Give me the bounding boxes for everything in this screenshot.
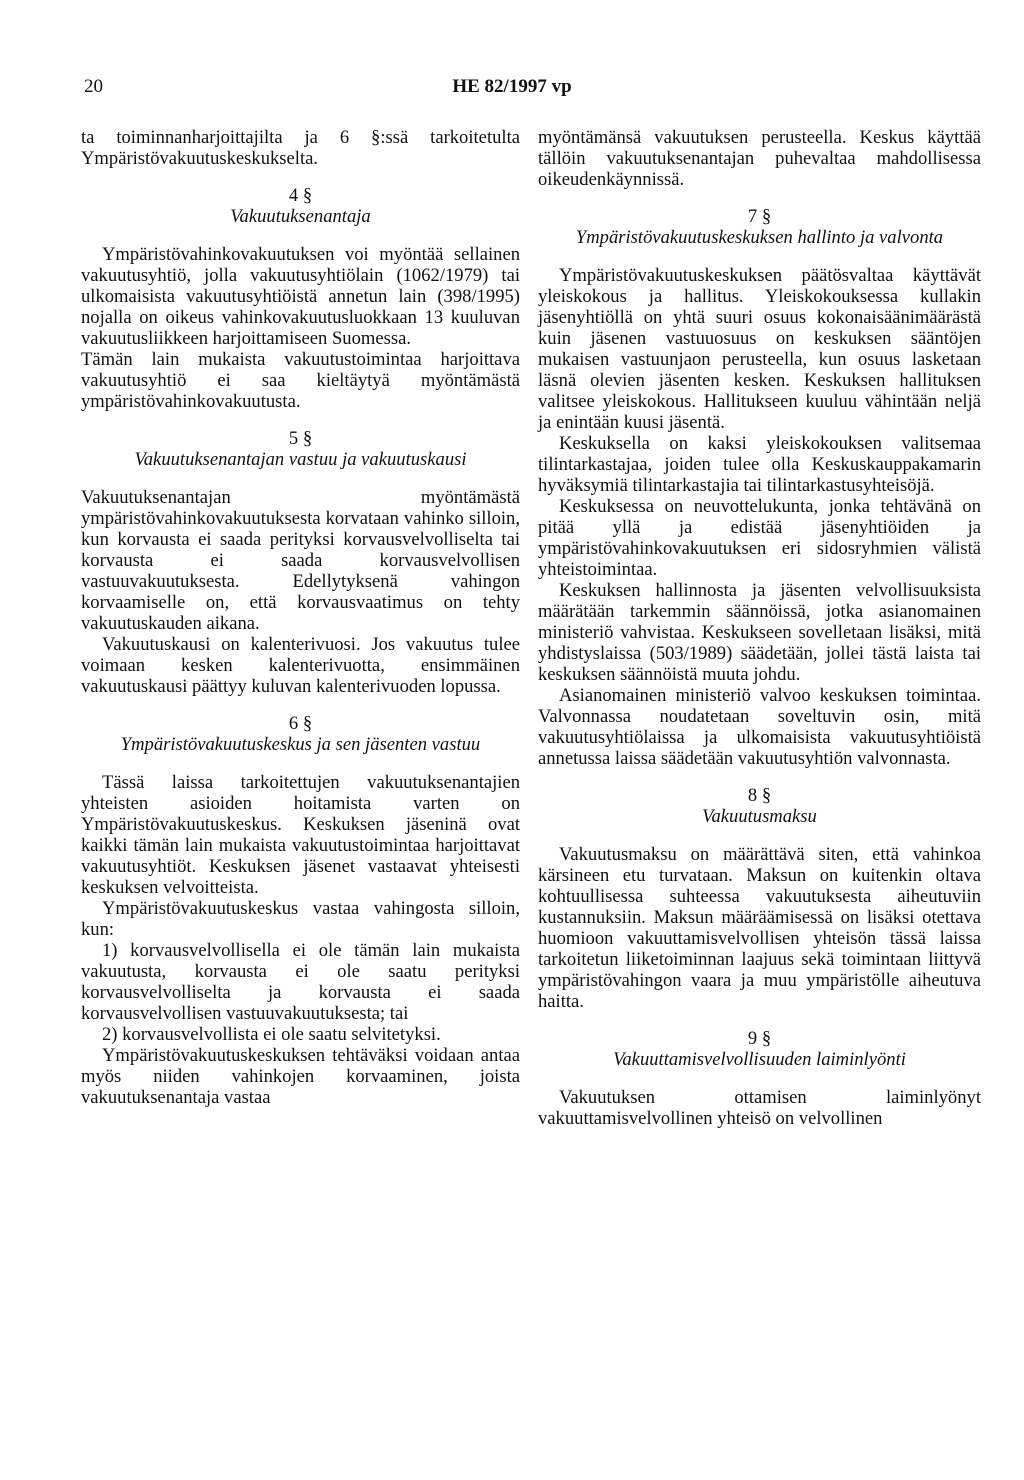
section-title: Vakuuttamisvelvollisuuden laiminlyönti — [613, 1049, 906, 1070]
paragraph: Keskuksella on kaksi yleiskokouksen valitsemaa tilintarkastajaa, joiden tulee olla Keskuskauppakamarin hyväksymiä tilintarkastajia tai tilintarkastusyhteisöjä. — [538, 433, 981, 496]
section-7 — [538, 206, 981, 769]
section-title: Vakuutusmaksu — [702, 806, 817, 827]
document-id: HE 82/1997 vp — [452, 76, 572, 97]
right-column — [538, 127, 981, 1129]
section-number: 5 § — [288, 428, 313, 449]
section-4 — [81, 185, 520, 412]
paragraph: Vakuutusmaksu on määrättävä siten, että vahinkoa kärsineen etu turvataan. Maksun on kuitenkin oltava kohtuullisessa suhteessa vakuutuksesta aiheutuviin kustannuksiin. Maksun määräämisessä on lisäksi otettava huomioon vakuuttamisvelvollisen yhteisön tässä laissa tarkoitetun liiketoiminnan laajuus sekä toimintaan liittyvä ympäristövahingon vaara ja muu ympäristölle aiheutuva haitta. — [538, 844, 981, 1012]
paragraph: Ympäristövakuutuskeskuksen tehtäväksi voidaan antaa myös niiden vahinkojen korvaaminen, joista vakuutuksenantaja vastaa — [81, 1045, 520, 1108]
section-6 — [81, 713, 520, 1108]
paragraph: Tässä laissa tarkoitettujen vakuutuksenantajien yhteisten asioiden hoitamista varten on Ympäristövakuutuskeskus. Keskuksen jäseninä ovat kaikki tämän lain mukaista vakuutustoimintaa harjoittavat vakuutusyhtiöt. Keskuksen jäsenet vastaavat yhteisesti keskuksen velvoitteista. — [81, 772, 520, 898]
paragraph: Vakuutuksen ottamisen laiminlyönyt vakuuttamisvelvollinen yhteisö on velvollinen — [538, 1087, 981, 1129]
list-item: 2) korvausvelvollista ei ole saatu selvitetyksi. — [102, 1024, 441, 1045]
paragraph: Vakuutuksenantajan myöntämästä ympäristövahinkovakuutuksesta korvataan vahinko silloin, kun korvausta ei saada perityksi korvausvelvolliselta tai korvausta ei saada korvausvelvollisen vastuuvakuutuksesta. Edellytyksenä vahingon korvaamiselle on, että korvausvaatimus on tehty vakuutuskauden aikana. — [81, 487, 520, 634]
paragraph: Ympäristövakuutuskeskus vastaa vahingosta silloin, kun: — [81, 898, 520, 940]
section-number: 9 § — [747, 1028, 772, 1049]
paragraph: Ympäristövakuutuskeskuksen päätösvaltaa käyttävät yleiskokous ja hallitus. Yleiskokouksessa kullakin jäsenyhtiöllä on yhtä suuri osuus kokonaisäänimäärästä kuin jäsenen vastuuosuus on keskuksen sääntöjen mukaisen vastuunjaon perusteella, kun osuus lasketaan läsnä olevien jäsenten kesken. Keskuksen hallituksen valitsee yleiskokous. Hallitukseen kuuluu vähintään neljä ja enintään kuusi jäsentä. — [538, 265, 981, 433]
section-title: Vakuutuksenantajan vastuu ja vakuutuskausi — [134, 449, 467, 470]
continued-paragraph: ta toiminnanharjoittajilta ja 6 §:ssä tarkoitetulta Ympäristövakuutuskeskukselta. — [81, 127, 520, 169]
section-number: 8 § — [747, 785, 772, 806]
paragraph: Tämän lain mukaista vakuutustoimintaa harjoittava vakuutusyhtiö ei saa kieltäytyä myöntämästä ympäristövahinkovakuutusta. — [81, 349, 520, 412]
section-title: Ympäristövakuutuskeskuksen hallinto ja valvonta — [575, 227, 944, 248]
section-number: 4 § — [288, 185, 313, 206]
section-5 — [81, 428, 520, 697]
paragraph: Vakuutuskausi on kalenterivuosi. Jos vakuutus tulee voimaan kesken kalenterivuotta, ensimmäinen vakuutuskausi päättyy kuluvan kalenterivuoden lopussa. — [81, 634, 520, 697]
page-number: 20 — [84, 76, 103, 97]
continued-paragraph: myöntämänsä vakuutuksen perusteella. Keskus käyttää tällöin vakuutuksenantajan puhevaltaa mahdollisessa oikeudenkäynnissä. — [538, 127, 981, 190]
paragraph: Asianomainen ministeriö valvoo keskuksen toimintaa. Valvonnassa noudatetaan soveltuvin osin, mitä vakuutusyhtiölaissa ja ulkomaisista vakuutusyhtiöistä annetussa laissa säädetään vakuutusyhtiön valvonnasta. — [538, 685, 981, 769]
paragraph: Keskuksessa on neuvottelukunta, jonka tehtävänä on pitää yllä ja edistää jäsenyhtiöiden ja ympäristövahinkovakuutuksen eri sidosryhmien välistä yhteistoimintaa. — [538, 496, 981, 580]
section-9 — [538, 1028, 981, 1129]
section-title: Ympäristövakuutuskeskus ja sen jäsenten vastuu — [120, 734, 481, 755]
page-header — [0, 76, 1024, 106]
section-number: 6 § — [288, 713, 313, 734]
paragraph: Ympäristövahinkovakuutuksen voi myöntää sellainen vakuutusyhtiö, jolla vakuutusyhtiölain (1062/1979) tai ulkomaisista vakuutusyhtiöistä annetun lain (398/1995) nojalla on oikeus vahinkovakuutusluokkaan 13 kuuluvan vakuutusliikkeen harjoittamiseen Suomessa. — [81, 244, 520, 349]
paragraph: Keskuksen hallinnosta ja jäsenten velvollisuuksista määrätään tarkemmin säännöissä, jotka asianomainen ministeriö vahvistaa. Keskukseen sovelletaan lisäksi, mitä yhdistyslaissa (503/1989) säädetään, jollei tästä laista tai keskuksen säännöistä muuta johdu. — [538, 580, 981, 685]
section-title: Vakuutuksenantaja — [230, 206, 371, 227]
section-8 — [538, 785, 981, 1012]
section-number: 7 § — [747, 206, 772, 227]
list-item: 1) korvausvelvollisella ei ole tämän lain mukaista vakuutusta, korvausta ei ole saatu perityksi korvausvelvolliselta ja korvausta ei saada korvausvelvollisen vastuuvakuutuksesta; tai — [81, 940, 520, 1024]
left-column — [81, 127, 520, 1108]
